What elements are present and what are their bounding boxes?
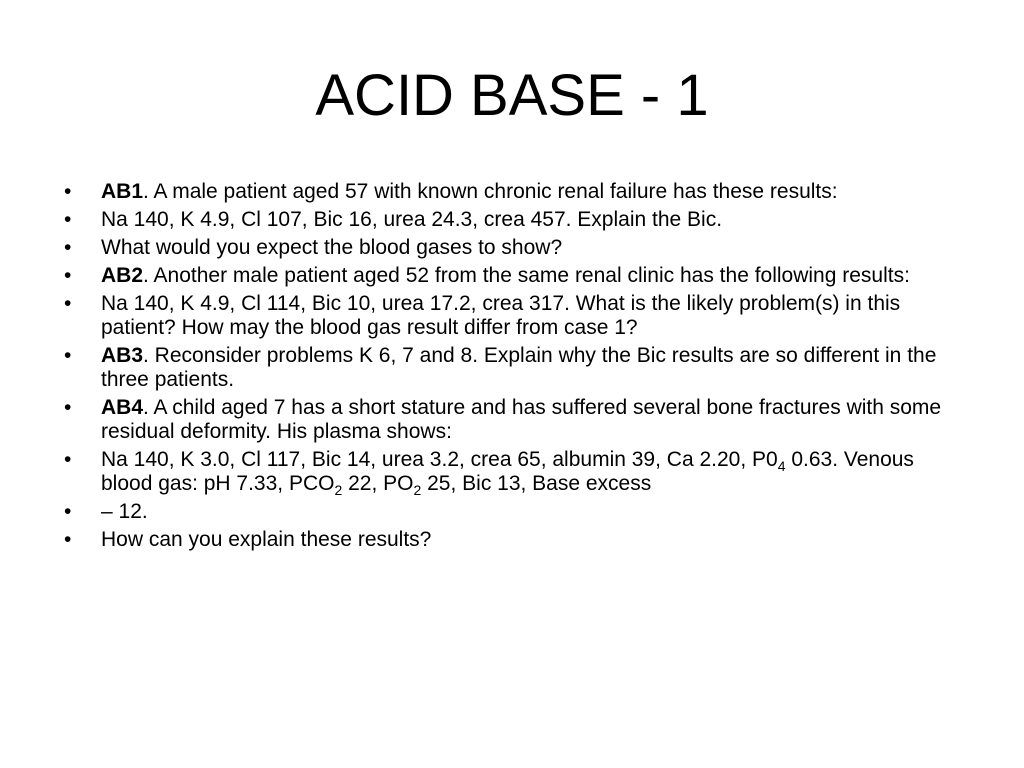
case-label: AB3 <box>101 344 144 367</box>
item-text: . A male patient aged 57 with known chronic renal failure has these results: <box>143 180 838 203</box>
bullet-text <box>101 236 562 259</box>
case-label: AB1 <box>101 180 144 203</box>
item-text: . Reconsider problems K 6, 7 and 8. Explain why the Bic results are so different in the three patients. <box>101 344 937 391</box>
item-text: Na 140, K 4.9, Cl 107, Bic 16, urea 24.3, crea 457. Explain the Bic. <box>101 208 723 231</box>
bullet-icon: • <box>64 208 72 231</box>
item-text-part: Na 140, K 3.0, Cl 117, Bic 14, urea 3.2, crea 65, albumin 39, Ca 2.20, P0 <box>101 448 778 471</box>
item-text: Na 140, K 4.9, Cl 114, Bic 10, urea 17.2, crea 317. What is the likely problem(s) in this patient? How may the blood gas result differ from case 1? <box>101 292 901 339</box>
bullet-icon: • <box>64 236 72 259</box>
bullet-text <box>101 500 148 523</box>
item-text: . A child aged 7 has a short stature and has suffered several bone fractures with some residual deformity. His plasma shows: <box>101 396 942 443</box>
slide-title: ACID BASE - 1 <box>315 63 709 128</box>
list-item <box>64 264 964 288</box>
item-text-part: 0.63. Venous blood gas: pH 7.33, PCO <box>101 448 914 495</box>
bullet-text <box>101 264 910 287</box>
item-text: What would you expect the blood gases to show? <box>101 236 563 259</box>
list-item <box>64 344 964 392</box>
item-text: – 12. <box>101 500 148 523</box>
bullet-text <box>101 180 838 203</box>
list-item <box>64 236 964 260</box>
bullet-text <box>101 396 941 443</box>
bullet-text <box>101 208 722 231</box>
bullet-text <box>101 448 914 498</box>
list-item <box>64 448 964 496</box>
bullet-text <box>101 344 936 391</box>
bullet-list <box>64 180 964 556</box>
list-item <box>64 528 964 552</box>
list-item <box>64 500 964 524</box>
bullet-icon: • <box>64 344 72 367</box>
bullet-icon: • <box>64 292 72 315</box>
list-item <box>64 396 964 444</box>
case-label: AB4 <box>101 396 144 419</box>
list-item <box>64 180 964 204</box>
bullet-icon: • <box>64 500 72 523</box>
case-label: AB2 <box>101 264 144 287</box>
bullet-text <box>101 528 431 551</box>
bullet-icon: • <box>64 528 72 551</box>
item-text-part: 22, PO <box>342 472 414 495</box>
subscript: 2 <box>334 482 343 498</box>
item-text: . Another male patient aged 52 from the same renal clinic has the following results: <box>143 264 910 287</box>
list-item <box>64 292 964 340</box>
list-item <box>64 208 964 232</box>
item-text: How can you explain these results? <box>101 528 432 551</box>
bullet-text <box>101 292 900 339</box>
bullet-icon: • <box>64 396 72 419</box>
bullet-icon: • <box>64 264 72 287</box>
subscript: 2 <box>413 482 422 498</box>
bullet-icon: • <box>64 448 72 471</box>
item-text-part: 25, Bic 13, Base excess <box>421 472 652 495</box>
bullet-icon: • <box>64 180 72 203</box>
subscript: 4 <box>777 458 786 474</box>
